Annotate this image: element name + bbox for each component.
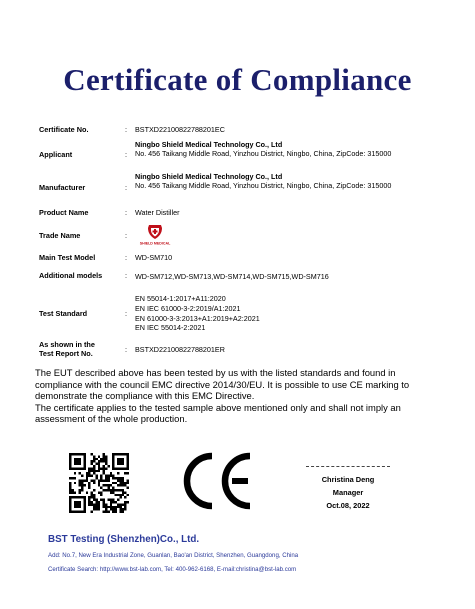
colon: : [125,183,128,192]
certificate-no-value: BSTXD22100822788201EC [135,125,225,134]
product-name-label: Product Name [39,208,89,217]
colon: : [125,208,128,217]
main-test-model-label: Main Test Model [39,253,96,262]
standard-item: EN IEC 61000-3-2:2019/A1:2021 [135,303,241,313]
certificate-no-label: Certificate No. [39,125,89,134]
standard-item: EN 61000-3-3:2013+A1:2019+A2:2021 [135,313,260,323]
colon: : [125,150,128,159]
colon: : [125,271,128,280]
colon: : [125,253,128,262]
certificate-title: Certificate of Compliance [63,62,412,97]
main-test-model-value: WD-SM710 [135,253,173,262]
product-name-value: Water Distiller [135,208,180,217]
additional-models-label: Additional models [39,271,103,280]
signatory-title: Manager [332,488,364,497]
issuer-address: Add: No.7, New Era Industrial Zone, Guanlan, Bao'an District, Shenzhen, Guangdong, China [48,552,299,559]
applicant-value [135,140,415,158]
compliance-statement [35,367,445,425]
applicant-address: No. 456 Taikang Middle Road, Yinzhou District, Ningbo, China, ZipCode: 315000 [135,149,392,158]
statement-paragraph-2: The certificate applies to the tested sample above mentioned only and shall not imply an assessment of the whole production. [35,401,401,425]
issuer-company: BST Testing (Shenzhen)Co., Ltd. [48,534,200,545]
manufacturer-name: Ningbo Shield Medical Technology Co., Ltd [135,172,283,181]
manufacturer-value [135,172,415,190]
trade-name-label: Trade Name [39,231,81,240]
signatory-name: Christina Deng [321,475,375,484]
logo-wordmark: SHIELD MEDICAL [139,241,171,246]
applicant-name: Ningbo Shield Medical Technology Co., Ltd [135,140,283,149]
manufacturer-address: No. 456 Taikang Middle Road, Yinzhou District, Ningbo, China, ZipCode: 315000 [135,181,392,190]
colon: : [125,125,128,134]
standard-item: EN 55014-1:2017+A11:2020 [135,294,226,303]
test-report-label-line1: As shown in the [39,340,95,349]
colon: : [125,345,128,354]
ce-mark [180,450,254,512]
shield-medical-logo [135,224,175,246]
qr-code [69,453,129,513]
applicant-label: Applicant [39,150,73,159]
certificate-date: Oct.08, 2022 [326,501,370,510]
test-report-value: BSTXD22100822788201ER [135,345,225,354]
issuer-contact: Certificate Search: http://www.bst-lab.com, Tel: 400-962-6168, E-mail:christina@bst-lab.com [48,566,297,573]
statement-paragraph-1: The EUT described above has been tested by us with the listed standards and found in compliance with the council EMC directive 2014/30/EU. It is possible to use CE marking to demonstrate the compliance with this EMC Directive. [35,367,410,402]
manufacturer-label: Manufacturer [39,183,86,192]
test-standard-list [135,294,415,333]
colon: : [125,309,128,318]
standard-item: EN IEC 55014-2:2021 [135,323,206,333]
signature-line [306,466,390,467]
test-report-label-line2: Test Report No. [39,349,93,358]
additional-models-value: WD-SM712,WD-SM713,WD-SM714,WD-SM715,WD-SM716 [135,272,329,281]
test-report-label [39,340,95,358]
colon: : [125,231,128,240]
test-standard-label: Test Standard [39,309,88,318]
